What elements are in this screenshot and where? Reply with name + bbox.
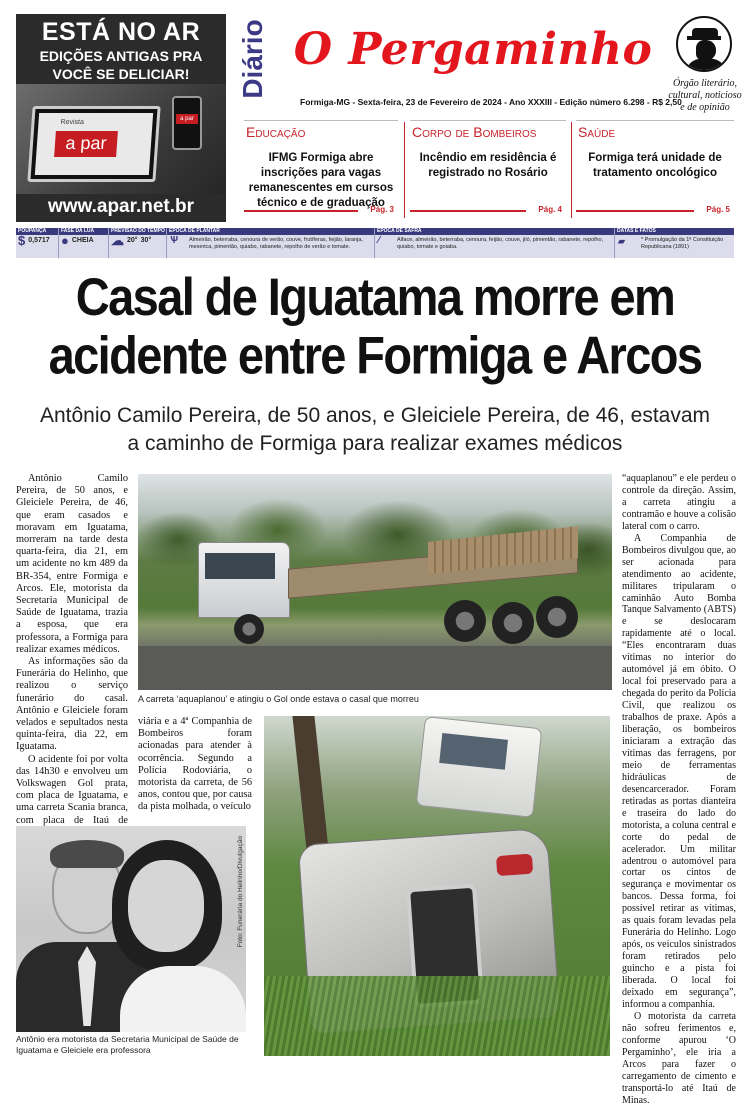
flag-icon: ▰: [618, 236, 625, 246]
newspaper-title: O Pergaminho: [293, 24, 653, 75]
strip-datas: DATAS E FATOS ▰ * Promulgação da 1ª Constituição Republicana (1891): [614, 228, 734, 258]
poupanca-value: 0,5717: [28, 237, 50, 244]
teaser-section: Educação: [246, 124, 306, 140]
article-column-1: Antônio Camilo Pereira, de 50 anos, e Gleiciele Pereira, de 46, que eram casados e moravam em Iguatama, morreram na tarde desta quarta-feira, dia 21, em um acidente no km 489 da BR-354, entre Formiga e Arcos. Ele, motorista da Secretaria Municipal de Saúde de Iguatama, trazia a esposa, que era professora, a Formiga para realizar exames médicos. As informações são da Funerária do Helinho, que realizou o serviço funerário do casal. Antônio e Gleiciele foram velados e sepultados nesta quinta-feira, dia 22, em Iguatama. O acidente foi por volta das 14h30 e envolveu um Volkswagen Gol prata, com placa de Iguatama, e uma carreta Scania branca, com placa de Itaú de: [16, 473, 128, 826]
laptop-icon: [27, 106, 160, 182]
moon-phase: CHEIA: [71, 237, 94, 244]
ad-line-3: VOCÊ SE DELICIAR!: [52, 66, 190, 82]
photo1-caption: A carreta ‘aquaplanou’ e atingiu o Gol onde estava o casal que morreu: [138, 694, 419, 704]
smartphone-icon: [172, 96, 202, 150]
strip-safra: ÉPOCA DE SAFRA ⁄ Alface, almeirão, beterraba, cenoura, feijão, couve, jiló, pimentão, rabanete, repolho, quiabo, tomate e goiaba.: [374, 228, 614, 258]
teaser-text: Formiga terá unidade de tratamento oncológico: [588, 152, 722, 179]
teaser-section: Saúde: [578, 124, 616, 140]
teaser-section: Corpo de Bombeiros: [412, 124, 537, 140]
strip-plantar: ÉPOCA DE PLANTAR Ѱ Almeirão, beterraba, cenoura de verão, couve, frutíferas, feijão, laranja, mexerica, pimentão, quiabo, rabanete, repolho de verão e tomate.: [166, 228, 374, 258]
strip-poupanca: POUPANÇA $ 0,5717: [18, 228, 50, 249]
dateline: Formiga-MG - Sexta-feira, 23 de Fevereiro de 2024 - Ano XXXIII - Edição número 6.298 - R$ 2,50: [300, 97, 682, 107]
ad-url-link[interactable]: www.apar.net.br: [47, 196, 195, 217]
article-column-3: “aquaplanou” e ele perdeu o controle da direção. Assim, a carreta atingiu a contramão e houve a colisão lateral com o carro. A Companhia de Bombeiros divulgou que, ao ser acionada para atendimento ao acidente, militares tripularam o caminhão Auto Bomba Tanque Salvamento (ABTS) e se deslocaram rapidamente até o local. “Eles encontraram duas vítimas no interior do automóvel já em óbito. O local foi preservado para a chegada do perito da Polícia Civil, que realizou os trabalhos de praxe. Após a liberação, os bombeiros iniciaram a extração das vítimas das ferragens, por meio de ferramentas hidráulicas de desencarcerador. Foram retiradas as portas dianteira e traseira do lado do motorista, a coluna central e corte do pedal de acelerador. Um militar adentrou o automóvel para cortar os cintos de segurança e movimentar os bancos. Dessa forma, foi possível retirar as vítimas, as quais foram levadas pela Funerária do Helinho. Logo após, os veículos sinistrados foram retirados pelo guincho e a pista foi liberada. O local foi deixado em segurança”, informou a companhia. O motorista da carreta não sofreu ferimentos e, conforme apurou ‘O Pergaminho’, ele iria a Arcos para fazer o carregamento de cimento e transportá-lo até Itaú de Minas.: [622, 473, 736, 1106]
subheadline: Antônio Camilo Pereira, de 50 anos, e Gleiciele Pereira, de 46, estavam a caminho de Formiga para realizar exames médicos: [39, 404, 711, 455]
apar-advertisement[interactable]: [16, 14, 226, 222]
info-strip: [16, 228, 734, 258]
main-headline: Casal de Iguatama morre em acidente entre Formiga e Arcos: [48, 266, 702, 385]
teaser-saude[interactable]: [576, 120, 734, 218]
safra-text: Alface, almeirão, beterraba, cenoura, feijão, couve, jiló, pimentão, rabanete, repolho, quiabo, tomate e goiaba.: [397, 237, 604, 250]
overturned-car-photo: [264, 716, 610, 1056]
teaser-text: IFMG Formiga abre inscrições para vagas remanescentes em cursos técnico e de graduação: [248, 152, 394, 209]
teaser-bombeiros[interactable]: [410, 120, 566, 218]
photo3-caption: Antônio era motorista da Secretaria Municipal de Saúde de Iguatama e Gleiciele era professora: [16, 1034, 239, 1055]
laptop-label: Revista: [60, 119, 85, 126]
ad-line-2: EDIÇÕES ANTIGAS PRA: [39, 48, 203, 64]
dollar-icon: $: [18, 233, 26, 249]
plant-icon: Ѱ: [170, 235, 179, 246]
harvest-icon: ⁄: [378, 235, 380, 246]
ad-headline: ESTÁ NO AR: [41, 18, 201, 46]
weather-icon: ☁: [111, 233, 124, 249]
diario-label: Diário: [237, 19, 268, 99]
apar-logo: a par: [54, 131, 118, 157]
temp-min: 20°: [127, 237, 138, 244]
strip-lua: FASE DA LUA ● CHEIA: [58, 228, 108, 258]
photo3-credit: Foto: Funerária do Helinho/Divulgação: [237, 836, 244, 948]
teaser-text: Incêndio em residência é registrado no Rosário: [419, 152, 557, 179]
teaser-page: Pág. 5: [706, 205, 730, 214]
writer-silhouette-icon: [676, 16, 732, 72]
article-column-2: viária e a 4ª Companhia de Bombeiros foram acionadas para atender à ocorrência. Segundo a Polícia Rodoviária, o motorista da carreta, de 56 anos, contou que, por causa da pista molhada, o veículo: [138, 716, 252, 813]
plantar-text: Almeirão, beterraba, cenoura de verão, couve, frutíferas, feijão, laranja, mexerica, pimentão, quiabo, rabanete, repolho de verão e tomate.: [189, 237, 363, 250]
teaser-page: Pág. 3: [370, 205, 394, 214]
strip-tempo: PREVISÃO DO TEMPO ☁ 20° 30°: [108, 228, 166, 258]
couple-photo: [16, 826, 246, 1032]
ad-device-illustration: [16, 84, 226, 194]
tagline: Órgão literário, cultural, noticioso e de opinião: [668, 78, 742, 113]
phone-apar-logo: a par: [176, 114, 198, 124]
truck-accident-photo: [138, 474, 612, 690]
teaser-educacao[interactable]: [244, 120, 398, 218]
temp-max: 30°: [140, 237, 152, 244]
datas-text: * Promulgação da 1ª Constituição Republicana (1891): [641, 237, 724, 250]
moon-icon: ●: [61, 233, 69, 249]
teaser-page: Pág. 4: [538, 205, 562, 214]
